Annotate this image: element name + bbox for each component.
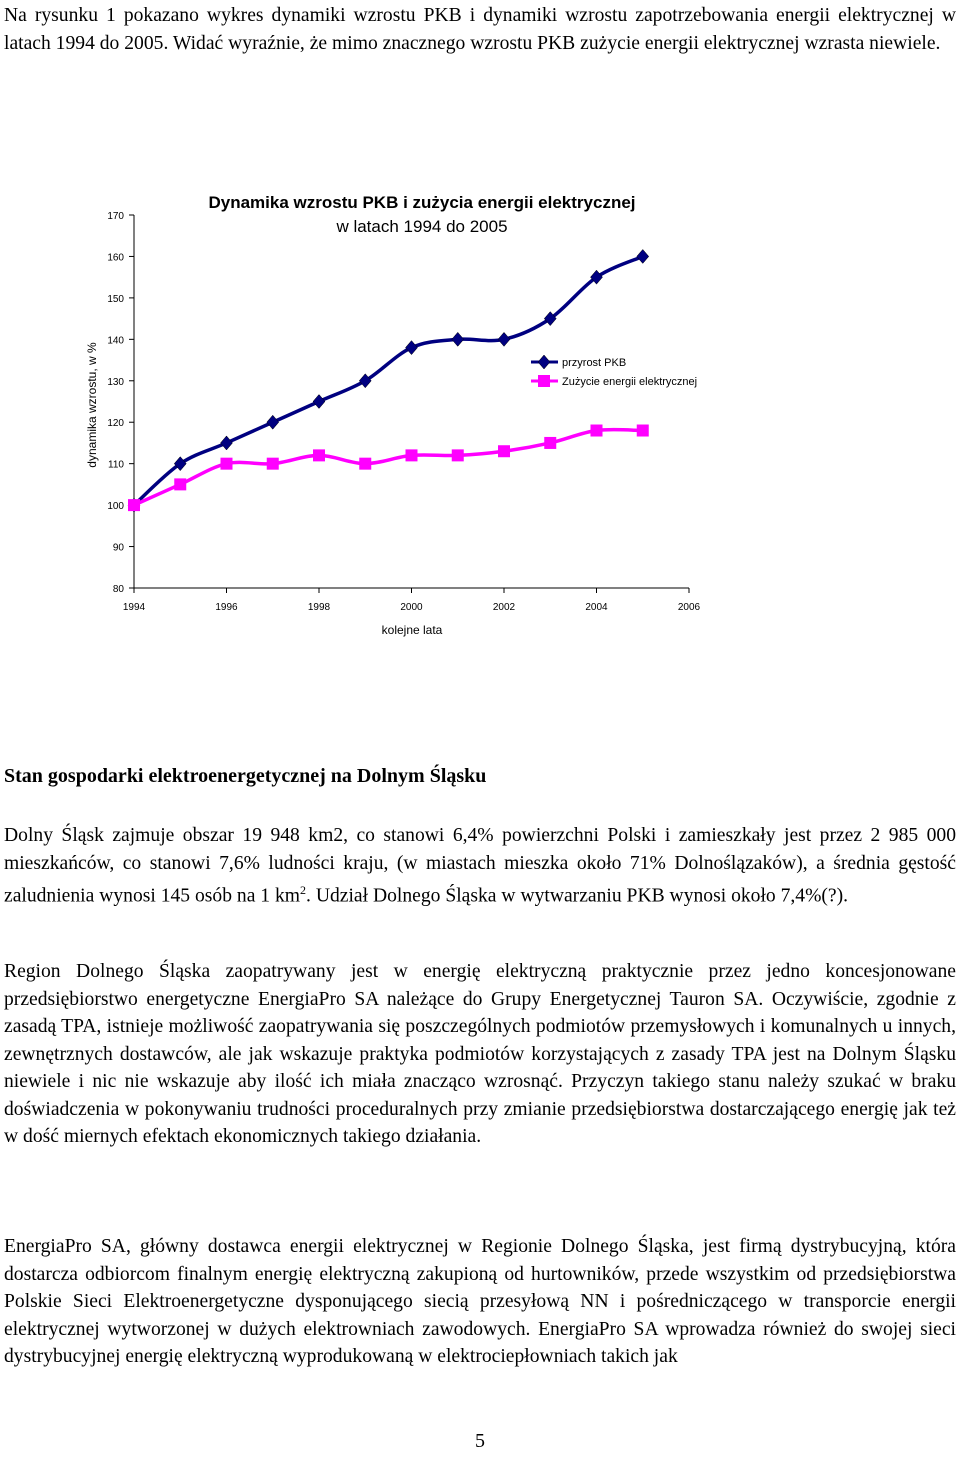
series-2-point — [406, 449, 418, 461]
section-heading: Stan gospodarki elektroenergetycznej na Dolnym Śląsku — [4, 765, 487, 787]
paragraph-1-text-end: . Udział Dolnego Śląska w wytwarzaniu PKB wynosi około 7,4%(?). — [306, 885, 849, 907]
series-2-point — [128, 499, 140, 511]
series-1-point — [221, 436, 233, 450]
series-2-point — [452, 449, 464, 461]
y-tick-label: 110 — [108, 459, 124, 471]
x-tick-label: 2000 — [400, 602, 423, 613]
paragraph-1-superscript: 2 — [300, 883, 307, 897]
legend-marker-1 — [538, 355, 550, 369]
series-2-point — [221, 458, 233, 470]
x-tick-label: 1998 — [307, 602, 331, 613]
chart-subtitle: w latach 1994 do 2005 — [336, 217, 508, 236]
paragraph-2: Region Dolnego Śląska zaopatrywany jest w energię elektryczną praktycznie przez jedno koncesjonowane przedsiębiorstwo energetyczne EnergiaPro SA należące do Grupy Energetycznej Tauron SA. Oczywiście, zgodnie z zasadą TPA, istnieje możliwość zaopatrywania się poszczególnych podmiotów przemysłowych i komunalnych u innych, zewnętrznych dostawców, ale jak wskazuje praktyka podmiotów korzystających z zasady TPA jest na Dolnym Śląsku niewiele i nic nie wskazuje aby ilość ich miała znacząco wzrosnąć. Przyczyn takiego stanu należy szukać w braku doświadczenia w pokonywaniu trudności proceduralnych przy zmianie przedsiębiorstwa dostarczającego energię jak też w dość miernych efektach ekonomicznych takiego działania. — [4, 961, 956, 1147]
y-axis-title: dynamika wzrostu, w % — [85, 342, 99, 468]
series-2-point — [359, 458, 371, 470]
series-2-point — [267, 458, 279, 470]
chart-title: Dynamika wzrostu PKB i zużycia energii elektrycznej — [208, 193, 636, 212]
series-1-point — [313, 395, 325, 409]
y-tick-label: 100 — [107, 501, 124, 513]
series-2-point — [544, 437, 556, 449]
y-tick-label: 160 — [107, 252, 124, 264]
y-tick-label: 150 — [107, 293, 124, 305]
series-1-point — [637, 249, 649, 263]
paragraph-3: EnergiaPro SA, główny dostawca energii elektrycznej w Regionie Dolnego Śląska, jest firmą dystrybucyjną, która dostarcza odbiorcom finalnym energię elektryczną zakupioną od hurtowników, przede wszystkim od przedsiębiorstwa Polskie Sieci Elektroenergetyczne dysponującego siecią przesyłową NN i pośredniczącego w transporcie energii elektrycznej wytworzonej w dużych elektrowniach zawodowych. EnergiaPro SA wprowadza również do swojej sieci dystrybucyjnej energię elektryczną wyprodukowaną w elektrociepłowniach takich jak — [4, 1236, 956, 1367]
x-tick-label: 2004 — [585, 602, 608, 613]
series-2-point — [313, 449, 325, 461]
chart-axes — [107, 211, 700, 613]
x-tick-label: 2006 — [677, 602, 701, 613]
x-tick-label: 1996 — [215, 602, 238, 613]
series-1-point — [406, 341, 418, 355]
x-axis-title: kolejne lata — [381, 623, 443, 637]
paragraph-1-text: Dolny Śląsk zajmuje obszar 19 948 km2, co stanowi 6,4% powierzchni Polski i zamieszkały jest przez 2 985 000 mieszkańców, co stanowi 7,6% ludności kraju, (w miastach mieszka około 71% Dolnoślązaków), a średnia gęstość zaludnienia wynosi 145 osób na 1 km — [4, 825, 956, 907]
y-tick-label: 80 — [112, 584, 124, 595]
y-tick-label: 170 — [107, 211, 124, 222]
series-1-point — [498, 332, 510, 346]
series-2-point — [498, 445, 510, 457]
intro-paragraph: Na rysunku 1 pokazano wykres dynamiki wzrostu PKB i dynamiki wzrostu zapotrzebowania energii elektrycznej w latach 1994 do 2005. Widać wyraźnie, że mimo znacznego wzrostu PKB zużycie energii elektrycznej wzrasta niewiele. — [4, 5, 956, 54]
legend-label-1: przyrost PKB — [562, 357, 627, 369]
legend-marker-2 — [538, 375, 550, 387]
y-tick-label: 120 — [107, 418, 124, 430]
x-tick-label: 2002 — [492, 602, 516, 613]
x-tick-label: 1994 — [122, 602, 146, 613]
series-2-point — [591, 425, 603, 437]
chart-legend — [531, 355, 697, 388]
paragraph-1 — [4, 822, 956, 910]
y-tick-label: 140 — [107, 335, 124, 347]
series-2-point — [637, 425, 649, 437]
page-number: 5 — [475, 1430, 485, 1452]
gdp-energy-line-chart — [0, 170, 960, 640]
series-line-2 — [134, 430, 643, 506]
legend-label-2: Zużycie energii elektrycznej — [562, 376, 698, 388]
series-2-point — [174, 478, 186, 490]
y-tick-label: 90 — [112, 542, 124, 554]
series-1-point — [359, 374, 371, 388]
series-1-point — [452, 332, 464, 346]
series-1-point — [267, 415, 279, 429]
y-tick-label: 130 — [107, 376, 124, 388]
